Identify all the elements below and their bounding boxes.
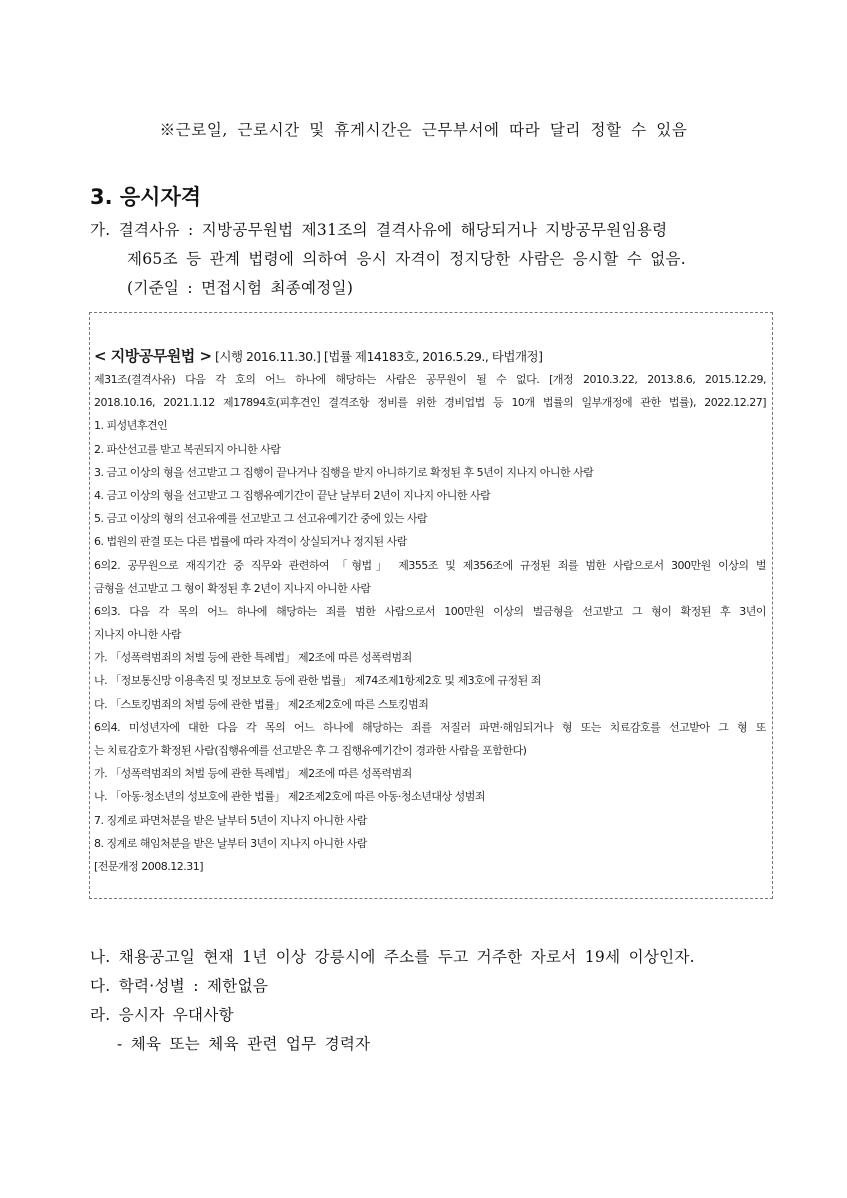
preferential-treatment-detail: - 체육 또는 체육 관련 업무 경력자: [117, 1035, 371, 1053]
law-name: < 지방공무원법 >: [94, 347, 212, 365]
law-line: 는 치료감호가 확정된 사람(집행유예를 선고받은 후 그 집행유예기간이 경과한 사람을 포함한다): [94, 744, 527, 757]
law-header: [94, 344, 766, 368]
law-line: 7. 징계로 파면처분을 받은 날부터 5년이 지나지 아니한 사람: [94, 813, 367, 827]
disqualification-item-line-1: 가. 결격사유 : 지방공무원법 제31조의 결격사유에 해당되거나 지방공무원임용령: [90, 221, 668, 239]
law-line: 6. 법원의 판결 또는 다른 법률에 따라 자격이 상실되거나 정지된 사람: [94, 535, 407, 549]
law-line: 2. 파산선고를 받고 복권되지 아니한 사람: [94, 442, 281, 456]
law-line: 6의4. 미성년자에 대한 다음 각 목의 어느 하나에 해당하는 죄를 저질러 파면·해임되거나 형 또는 치료감호를 선고받아 그 형 또: [94, 720, 766, 734]
preferential-treatment-item: 라. 응시자 우대사항: [90, 1006, 234, 1024]
law-line: 6의2. 공무원으로 재직기간 중 직무와 관련하여 「형법」 제355조 및 제356조에 규정된 죄를 범한 사람으로서 300만원 이상의 벌: [94, 558, 766, 572]
residency-requirement-item: 나. 채용공고일 현재 1년 이상 강릉시에 주소를 두고 거주한 자로서 19세 이상인자.: [90, 948, 695, 966]
law-meta: [시행 2016.11.30.] [법률 제14183호, 2016.5.29., 타법개정]: [211, 349, 543, 364]
law-line: 지나지 아니한 사람: [94, 628, 182, 642]
law-line: 8. 징계로 해임처분을 받은 날부터 3년이 지나지 아니한 사람: [94, 836, 367, 850]
law-line: 나. 「아동·청소년의 성보호에 관한 법률」 제2조제2호에 따른 아동·청소년대상 성범죄: [94, 790, 485, 804]
law-line: 나. 「정보통신망 이용촉진 및 정보보호 등에 관한 법률」 제74조제1항제2호 및 제3호에 규정된 죄: [94, 674, 541, 688]
law-line: 2018.10.16, 2021.1.12 제17894호(피후견인 결격조항 정비를 위한 경비업법 등 10개 법률의 일부개정에 관한 법률), 2022.12.27]: [94, 396, 766, 410]
education-gender-item: 다. 학력·성별 : 제한없음: [90, 977, 269, 995]
law-line: 다. 「스토킹범죄의 처벌 등에 관한 법률」 제2조제2호에 따른 스토킹범죄: [94, 697, 429, 711]
working-hours-note: ※근로일, 근로시간 및 휴게시간은 근무부서에 따라 달리 정할 수 있음: [159, 121, 688, 139]
law-line: 3. 금고 이상의 형을 선고받고 그 집행이 끝나거나 집행을 받지 아니하기로 확정된 후 5년이 지나지 아니한 사람: [94, 465, 594, 479]
law-line: 6의3. 다음 각 목의 어느 하나에 해당하는 죄를 범한 사람으로서 100만원 이상의 벌금형을 선고받고 그 형이 확정된 후 3년이: [94, 604, 766, 618]
law-excerpt-box: [89, 312, 773, 899]
law-line: 1. 피성년후견인: [94, 419, 168, 433]
law-line: [전문개정 2008.12.31]: [94, 859, 204, 873]
law-line: 5. 금고 이상의 형의 선고유예를 선고받고 그 선고유예기간 중에 있는 사람: [94, 512, 428, 526]
law-excerpt-content: [94, 344, 766, 878]
section-title: 3. 응시자격: [90, 185, 202, 209]
disqualification-item-line-2: 제65조 등 관계 법령에 의하여 응시 자격이 정지당한 사람은 응시할 수 없음.: [127, 250, 686, 268]
reference-date-note: (기준일 : 면접시험 최종예정일): [127, 279, 354, 297]
law-line: 가. 「성폭력범죄의 처벌 등에 관한 특례법」 제2조에 따른 성폭력범죄: [94, 767, 412, 781]
law-line: 금형을 선고받고 그 형이 확정된 후 2년이 지나지 아니한 사람: [94, 581, 371, 595]
law-line: 제31조(결격사유) 다음 각 호의 어느 하나에 해당하는 사람은 공무원이 될 수 없다. [개정 2010.3.22, 2013.8.6, 2015.12.29,: [94, 373, 766, 386]
law-line: 4. 금고 이상의 형을 선고받고 그 집행유예기간이 끝난 날부터 2년이 지나지 아니한 사람: [94, 488, 491, 502]
law-line: 가. 「성폭력범죄의 처벌 등에 관한 특례법」 제2조에 따른 성폭력범죄: [94, 651, 412, 665]
